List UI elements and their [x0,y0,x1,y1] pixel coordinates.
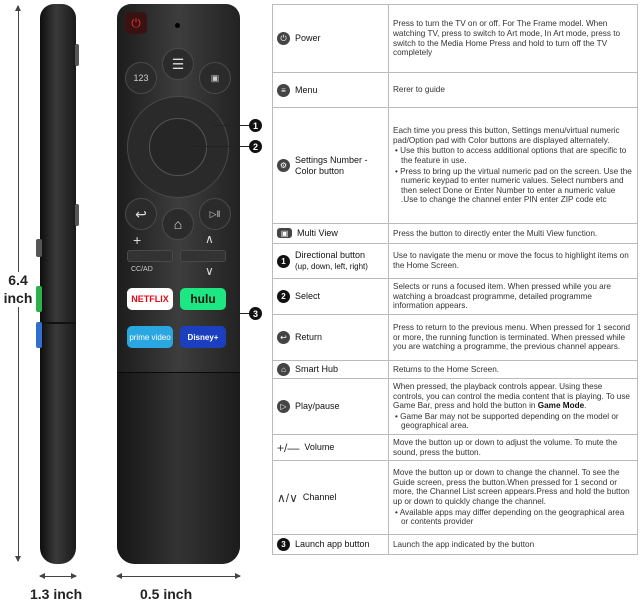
side-width-label: 1.3 inch [30,586,83,602]
table-row: ▣ Multi View Press the button to directly enter the Multi View function. [273,224,638,244]
callout-3-line [228,313,250,314]
remote-select-button [149,118,207,176]
remote-menu-button: ☰ [162,48,194,80]
remote-channel-down-icon: ∨ [205,264,214,278]
side-usb-port [36,239,42,257]
side-button-top [75,44,79,66]
table-row: 2 Select Selects or runs a focused item. When pressed while you are watching a broadcast programme, detailed programme information appears. [273,279,638,315]
side-seam [40,322,76,324]
remote-prime-video-button: prime video [127,326,173,348]
remote-home-button: ⌂ [162,208,194,240]
number-3-icon: 3 [277,538,290,551]
table-row: ⏻ Power Press to turn the TV on or off. For The Frame model. When watching TV, press to switch to Art mode, In Art mode, press to switch to the Media Home Press and hold to turn off the TV completely [273,5,638,73]
home-icon: ⌂ [277,363,290,376]
remote-volume-rocker [127,250,173,262]
settings-123-icon: ⚙ [277,159,290,172]
remote-cc-ad-label: CC/AD [131,266,153,273]
table-row: ⌂ Smart Hub Returns to the Home Screen. [273,361,638,379]
remote-front-view [117,4,240,564]
remote-netflix-button: NETFLIX [127,288,173,310]
table-row: 1 Directional button (up, down, left, right) Use to navigate the menu or move the focus to highlight items on the Home Screen. [273,244,638,279]
table-row: ↩ Return Press to return to the previous menu. When pressed for 1 second or more, the running function is terminated. When pressed while you are watching a programme, the previous channel appears. [273,315,638,361]
side-green-accent [36,286,42,312]
number-1-icon: 1 [277,255,290,268]
chevron-up-down-icon: ∧/∨ [277,490,298,505]
button-function-table [272,4,638,555]
number-2-icon: 2 [277,290,290,303]
callout-2-marker: 2 [249,140,262,153]
table-row: ⚙ Settings Number -Color button Each time you press this button, Settings menu/virtual numeric pad/Option pad with Color buttons are displayed alternately. • Use this button to access additional options that are specific to the feature in use. • Press to bring up the virtual numeric pad on the screen. Use the numeric keypad to enter numeric values. Select numbers and then select Done or Enter Number to enter a numeric value .Use to change the channel enter PIN enter ZIP code etc [273,108,638,224]
return-icon: ↩ [277,331,290,344]
remote-volume-plus-icon: + [133,232,142,248]
remote-power-button: ⏻ [125,12,147,34]
remote-settings-123-button: 123 [125,62,157,94]
callout-3-marker: 3 [249,307,262,320]
remote-channel-up-icon: ∧ [205,232,214,246]
play-pause-icon: ▷ [277,400,290,413]
remote-lower-body [117,372,240,564]
remote-channel-rocker [180,250,226,262]
height-dimension-label: 6.4 inch [0,272,36,307]
remote-multi-view-button: ▣ [199,62,231,94]
table-row: ∧/∨ Channel Move the button up or down to change the channel. To see the Guide screen, press the button.When pressed for 1 second or more, the Channel List screen appears.Press and hold the button up or down to quickly change the channel. • Available apps may differ depending on the geographical area or contents provider [273,461,638,535]
remote-microphone-dot [175,23,180,28]
plus-minus-icon: +/— [277,440,300,455]
side-width-dimension-line [40,576,76,577]
menu-icon: ≡ [277,84,290,97]
remote-side-view [40,4,76,564]
remote-play-pause-button: ▷‖ [199,198,231,230]
table-row: 3 Launch app button Launch the app indicated by the button [273,535,638,555]
remote-disney-plus-button: Disney+ [180,326,226,348]
power-icon: ⏻ [277,32,290,45]
callout-2-line [190,146,250,147]
remote-hulu-button: hulu [180,288,226,310]
table-row: ≡ Menu Rerer to guide [273,73,638,108]
multi-view-icon: ▣ [277,228,292,238]
front-width-label: 0.5 inch [140,586,193,602]
front-width-dimension-line [117,576,240,577]
remote-return-button: ↩ [125,198,157,230]
table-row: +/— Volume Move the button up or down to adjust the volume. To mute the sound, press the button. [273,435,638,461]
callout-1-line [214,125,250,126]
side-button-mid [75,204,79,226]
table-row: ▷ Play/pause When pressed, the playback controls appear. Using these controls, you can control the media content that is playing. To use Game Bar, press and hold the button in Game Mode. • Game Bar may not be supported depending on the model or geographical area. [273,379,638,435]
callout-1-marker: 1 [249,119,262,132]
side-blue-accent [36,322,42,348]
